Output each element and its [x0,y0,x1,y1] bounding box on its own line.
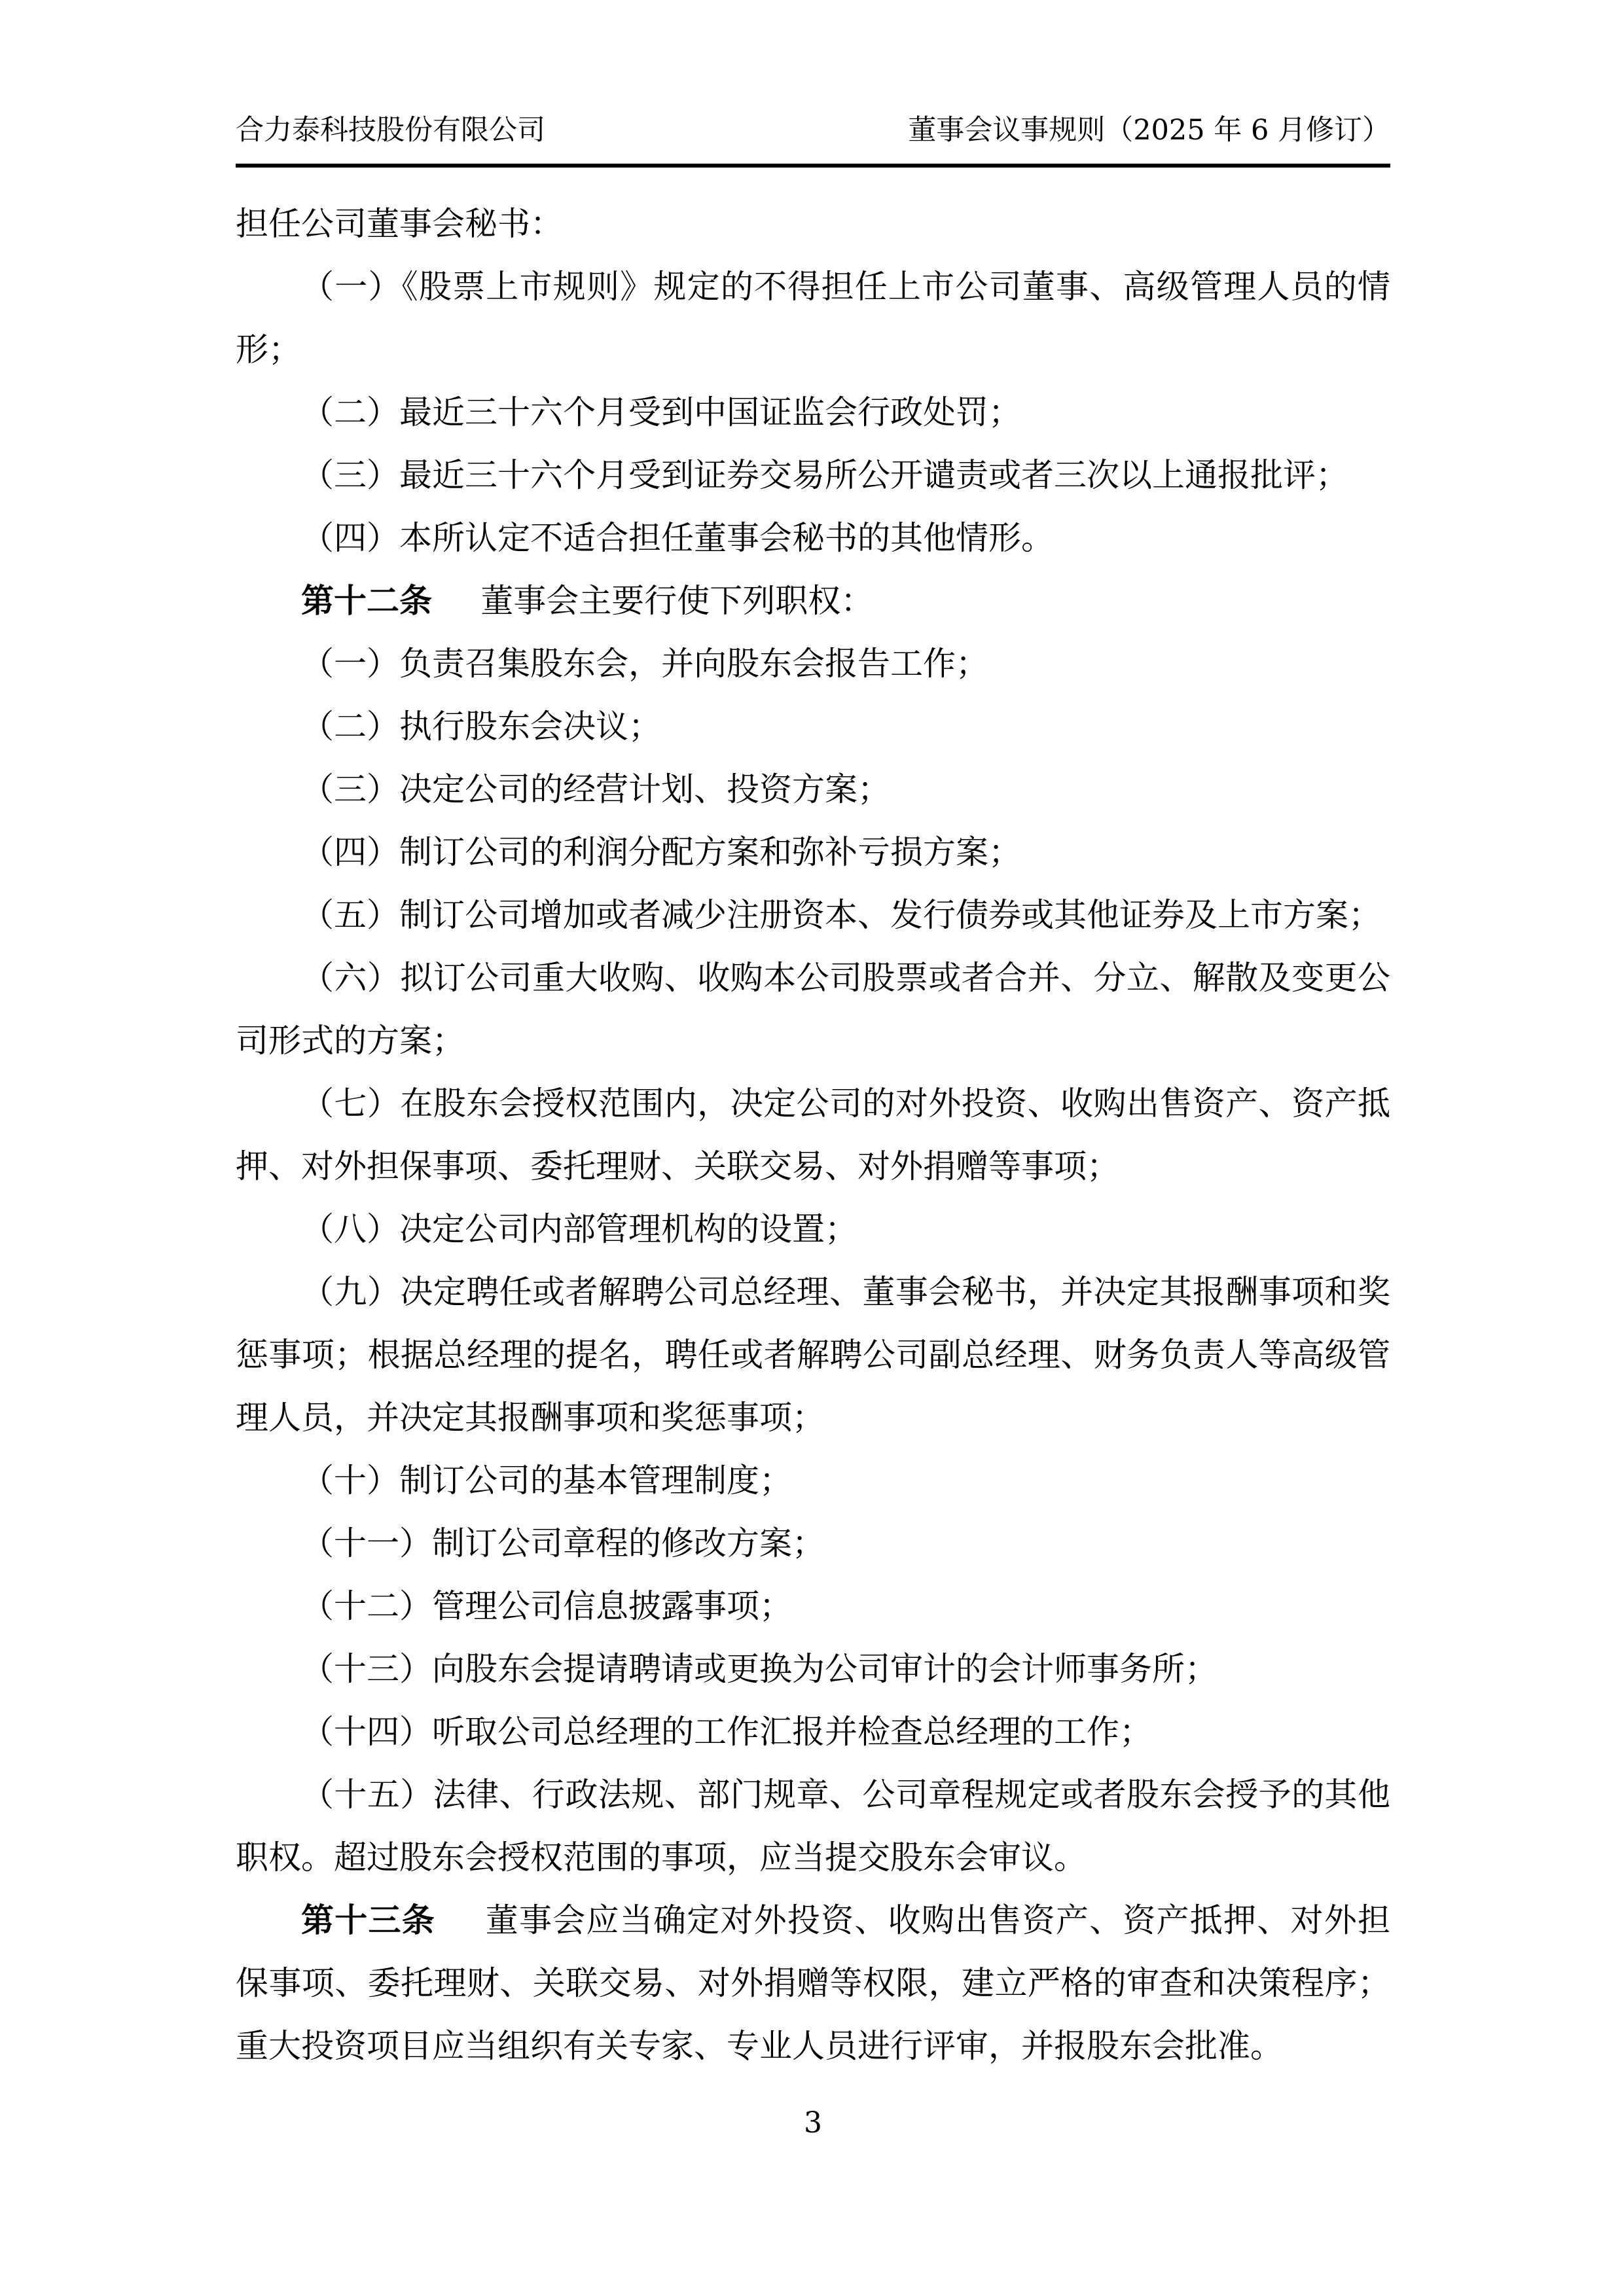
paragraph-text: （十五）法律、行政法规、部门规章、公司章程规定或者股东会授予的其他职权。超过股东会授权范围的事项，应当提交股东会审议。 [236,1776,1390,1876]
body-paragraph [236,758,1390,821]
body-paragraph [236,1198,1390,1261]
document-body [236,192,1390,2077]
paragraph-text: （七）在股东会授权范围内，决定公司的对外投资、收购出售资产、资产抵押、对外担保事项、委托理财、关联交易、对外捐赠等事项； [236,1085,1390,1185]
paragraph-text: （十四）听取公司总经理的工作汇报并检查总经理的工作； [301,1713,1152,1751]
paragraph-text: （十）制订公司的基本管理制度； [301,1462,792,1499]
paragraph-text: （十二）管理公司信息披露事项； [301,1587,792,1625]
body-paragraph [236,192,1390,255]
paragraph-text: （一）负责召集股东会，并向股东会报告工作； [301,645,988,683]
body-paragraph [236,1700,1390,1763]
paragraph-text: （四）本所认定不适合担任董事会秘书的其他情形。 [301,519,1054,557]
page-number: 3 [804,2106,822,2140]
page-footer [236,2105,1390,2142]
paragraph-text: 担任公司董事会秘书： [236,205,563,243]
paragraph-text: （二）执行股东会决议； [301,708,661,745]
paragraph-text: （十一）制订公司章程的修改方案； [301,1524,825,1562]
body-paragraph [236,1512,1390,1575]
body-paragraph [236,444,1390,507]
paragraph-text: （四）制订公司的利润分配方案和弥补亏损方案； [301,833,1021,871]
body-paragraph [236,1638,1390,1700]
body-paragraph [236,1072,1390,1198]
article-number: 第十三条 [301,1901,435,1939]
body-paragraph [236,507,1390,569]
body-paragraph [236,1261,1390,1449]
paragraph-text: （六）拟订公司重大收购、收购本公司股票或者合并、分立、解散及变更公司形式的方案； [236,959,1390,1060]
body-paragraph [236,821,1390,884]
header-company-name: 合力泰科技股份有限公司 [236,114,545,147]
paragraph-text: 董事会应当确定对外投资、收购出售资产、资产抵押、对外担保事项、委托理财、关联交易、对外捐赠等权限，建立严格的审查和决策程序；重大投资项目应当组织有关专家、专业人员进行评审，并报股东会批准。 [236,1901,1390,2065]
paragraph-text: （十三）向股东会提请聘请或更换为公司审计的会计师事务所； [301,1650,1218,1688]
article-number: 第十二条 [301,581,432,620]
header-document-title: 董事会议事规则（2025 年 6 月修订） [908,114,1390,147]
body-paragraph [236,1575,1390,1638]
page-header [236,111,1390,168]
body-paragraph [236,1449,1390,1512]
paragraph-text: （九）决定聘任或者解聘公司总经理、董事会秘书，并决定其报酬事项和奖惩事项；根据总经理的提名，聘任或者解聘公司副总经理、财务负责人等高级管理人员，并决定其报酬事项和奖惩事项； [236,1273,1390,1437]
paragraph-text: （二）最近三十六个月受到中国证监会行政处罚； [301,393,1021,431]
body-paragraph [236,884,1390,946]
paragraph-text: （八）决定公司内部管理机构的设置； [301,1210,857,1248]
paragraph-text: （五）制订公司增加或者减少注册资本、发行债券或其他证券及上市方案； [301,896,1381,934]
paragraph-text: （三）最近三十六个月受到证券交易所公开谴责或者三次以上通报批评； [301,456,1348,494]
body-paragraph [236,569,1390,632]
paragraph-text: 董事会主要行使下列职权： [480,582,874,620]
body-paragraph [236,1763,1390,1889]
body-paragraph [236,695,1390,758]
paragraph-text: （三）决定公司的经营计划、投资方案； [301,770,890,808]
body-paragraph [236,632,1390,695]
body-paragraph [236,255,1390,381]
body-paragraph [236,946,1390,1072]
paragraph-text: （一）《股票上市规则》规定的不得担任上市公司董事、高级管理人员的情形； [236,268,1390,368]
body-paragraph [236,1889,1390,2077]
body-paragraph [236,381,1390,444]
